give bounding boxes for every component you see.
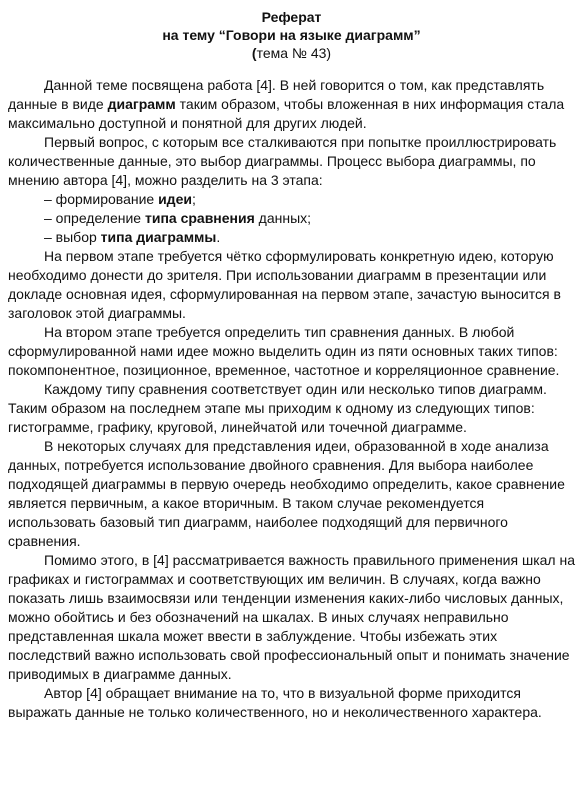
paragraph-1 [8, 76, 575, 133]
list-item-1-pre: – формирование [44, 191, 159, 207]
paragraph-6: В некоторых случаях для представления идеи, образованной в ходе анализа данных, потребуется использование двойного сравнения. Для выбора наиболее подходящей диаграммы в первую очередь необходимо определить, какое сравнение является первичным, а какое вторичным. В таком случае рекомендуется использовать базовый тип диаграмм, наиболее подходящий для первичного сравнения. [8, 438, 565, 549]
list-item-3-bold: типа диаграммы [100, 229, 217, 245]
document-subtitle: на тему “Говори на языке диаграмм” [162, 27, 421, 43]
paragraph-5: Каждому типу сравнения соответствует один или несколько типов диаграмм. Таким образом на последнем этапе мы приходим к одному из следующих типов: гистограмме, графику, круговой, линейчатой или точечной диаграмме. [8, 381, 547, 435]
document-title: Реферат [261, 9, 322, 25]
topic-number [8, 44, 575, 62]
paragraph-4: На втором этапе требуется определить тип сравнения данных. В любой сформулированной нами идее можно выделить один из пяти основных таких типов: покомпонентное, позиционное, временное, частотное и корреляционное сравнение. [8, 324, 560, 378]
document-body [8, 76, 575, 722]
paragraph-3: На первом этапе требуется чётко сформулировать конкретную идею, которую необходимо донести до зрителя. При использовании диаграмм в презентации или докладе основная идея, сформулированная на первом этапе, зачастую выносится в заголовок этой диаграммы. [8, 248, 561, 321]
paragraph-1-part-a: Данной теме посвящена работа [4]. В ней говорится о том, как представлять данные в виде [8, 77, 545, 112]
paragraph-7: Помимо этого, в [4] рассматривается важность правильного применения шкал на графиках и гистограммах и соответствующих им величин. В случаях, когда важно показать лишь взаимосвязи или тенденции изменения каких-либо числовых данных, можно обойтись и без обозначений на шкалах. В иных случаях неправильно представленная шкала может ввести в заблуждение. Чтобы избежать этих последствий важно использовать свой профессиональный опыт и понимать значение приводимых в диаграмме данных. [8, 552, 576, 682]
topic-paren: ( [251, 45, 257, 61]
paragraph-2: Первый вопрос, с которым все сталкиваются при попытке проиллюстрировать количественные данные, это выбор диаграммы. Процесс выбора диаграммы, по мнению автора [4], можно разделить на 3 этапа: [8, 134, 557, 188]
list-item-2-post: данных; [254, 210, 312, 226]
document-header [8, 8, 575, 62]
paragraph-8: Автор [4] обращает внимание на то, что в визуальной форме приходится выражать данные не только количественного, но и неколичественного характера. [8, 685, 542, 720]
list-item-2-bold: типа сравнения [144, 210, 255, 226]
topic-text: тема № 43) [256, 45, 332, 61]
paragraph-1-bold: диаграмм [107, 96, 176, 112]
list-item-1 [8, 190, 575, 209]
list-item-3 [8, 228, 575, 247]
list-item-1-post: ; [191, 191, 196, 207]
paragraph-1-part-c: таким образом, чтобы вложенная в них информация стала максимально доступной и понятной для других людей. [8, 96, 565, 131]
list-item-2-pre: – определение [44, 210, 145, 226]
list-item-3-post: . [216, 229, 221, 245]
list-item-3-pre: – выбор [44, 229, 101, 245]
list-item-2 [8, 209, 575, 228]
list-item-1-bold: идеи [158, 191, 192, 207]
